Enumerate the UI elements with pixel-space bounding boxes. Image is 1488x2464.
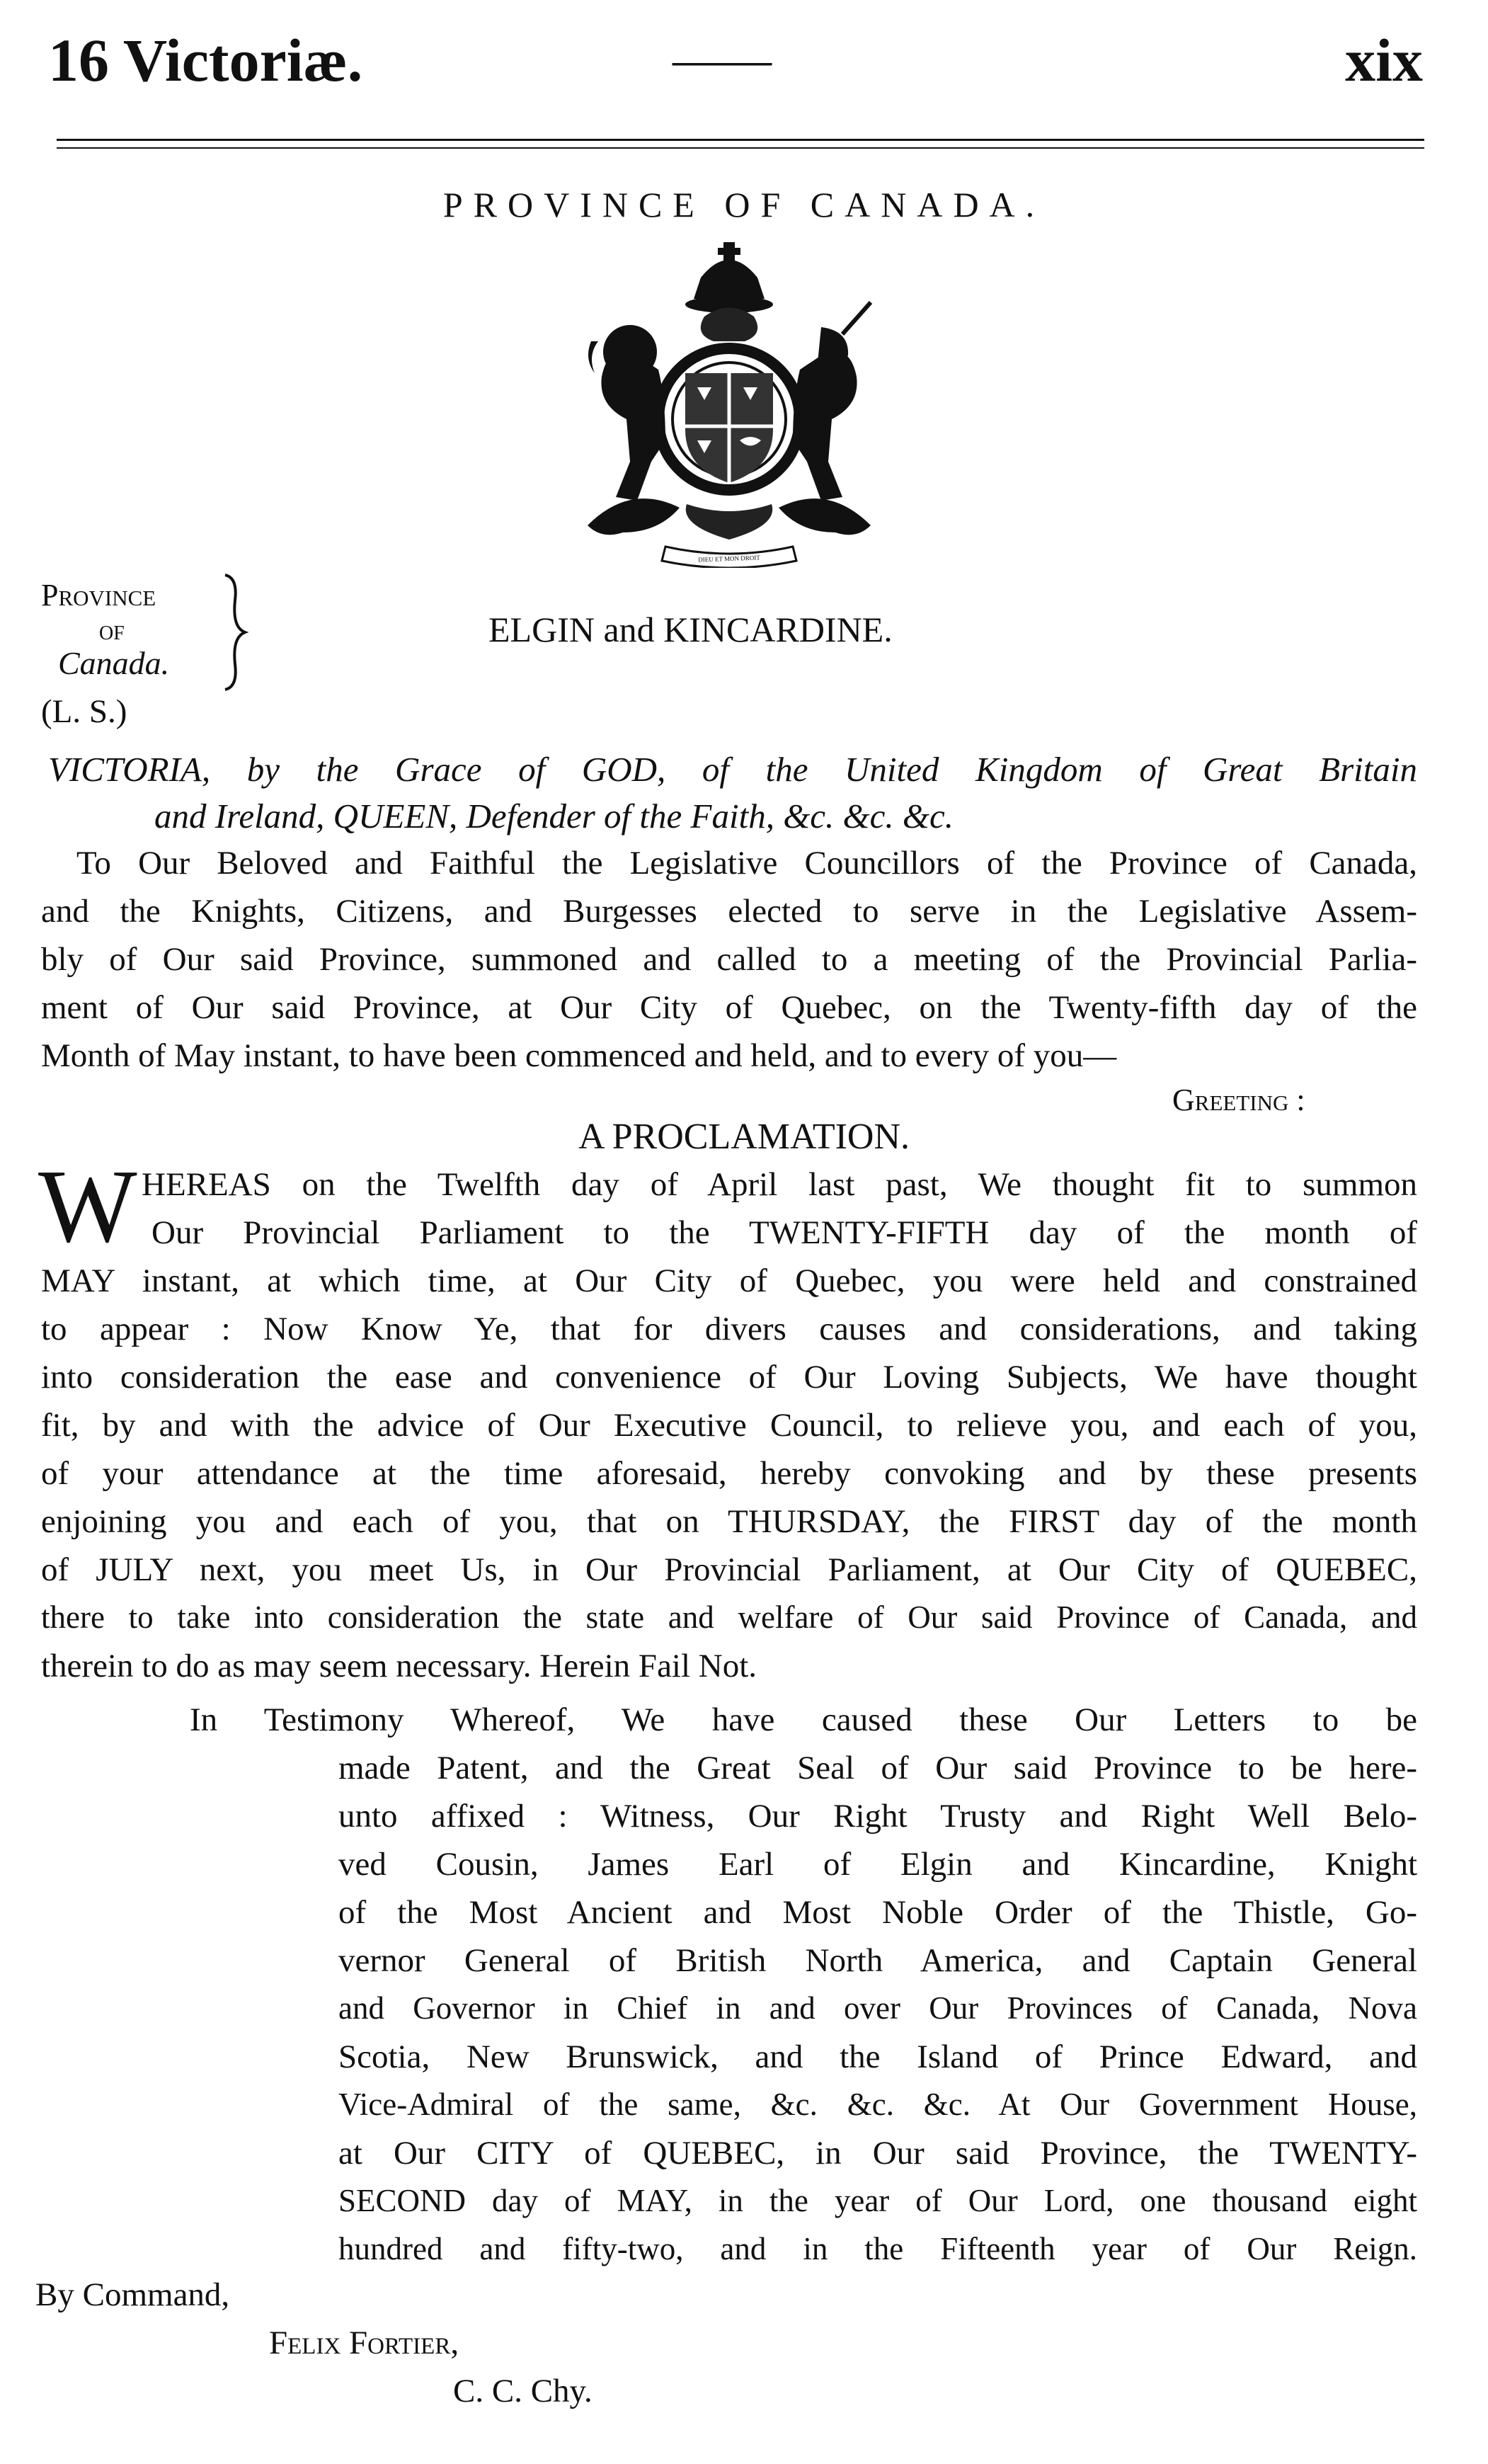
margin-note-province: Province bbox=[41, 578, 156, 612]
page-title: PROVINCE OF CANADA. bbox=[442, 185, 1046, 224]
proclamation-line-9: of JULY next, you meet Us, in Our Provincial Parliament, at Our City of QUEBEC, bbox=[41, 1551, 1417, 1588]
signer-name: Felix Fortier, bbox=[269, 2325, 459, 2361]
header-rule-top bbox=[57, 139, 1424, 141]
brace-icon bbox=[221, 572, 249, 692]
header-rule-bottom bbox=[57, 147, 1424, 149]
address-line-5: Month of May instant, to have been commenced and held, and to every of you— bbox=[41, 1037, 1117, 1074]
testimony-line-8: Scotia, New Brunswick, and the Island of Prince Edward, and bbox=[338, 2038, 1417, 2075]
proclamation-line-8: enjoining you and each of you, that on THURSDAY, the FIRST day of the month bbox=[41, 1503, 1417, 1540]
governor-signature: ELGIN and KINCARDINE. bbox=[488, 610, 893, 649]
testimony-line-7: and Governor in Chief in and over Our Provinces of Canada, Nova bbox=[338, 1990, 1417, 2026]
testimony-line-12: hundred and fifty-two, and in the Fifteenth year of Our Reign. bbox=[338, 2231, 1417, 2266]
proclamation-line-11: therein to do as may seem necessary. Herein Fail Not. bbox=[41, 1648, 757, 1684]
testimony-line-6: vernor General of British North America, and Captain General bbox=[338, 1942, 1417, 1979]
proclamation-line-7: of your attendance at the time aforesaid, hereby convoking and by these presents bbox=[41, 1455, 1417, 1492]
drop-cap: W bbox=[38, 1148, 137, 1265]
royal-coat-of-arms-icon bbox=[559, 228, 899, 568]
address-line-3: bly of Our said Province, summoned and called to a meeting of the Provincial Parlia- bbox=[41, 941, 1417, 978]
margin-note-of: of bbox=[99, 614, 125, 646]
testimony-line-3: unto affixed : Witness, Our Right Trusty and Right Well Belo- bbox=[338, 1798, 1417, 1835]
running-head-dash: —— bbox=[673, 33, 772, 87]
proclamation-line-1: HEREAS on the Twelfth day of April last past, We thought fit to summon bbox=[142, 1166, 1417, 1203]
proclamation-line-4: to appear : Now Know Ye, that for divers causes and considerations, and taking bbox=[41, 1311, 1417, 1347]
motto-scroll-text: DIEU ET MON DROIT bbox=[698, 554, 760, 564]
testimony-line-1: In Testimony Whereof, We have caused these Our Letters to be bbox=[190, 1701, 1417, 1738]
page-number: xix bbox=[1345, 26, 1423, 94]
running-head-session: 16 Victoriæ. bbox=[48, 26, 363, 94]
salutation-line-2: and Ireland, QUEEN, Defender of the Faith, &c. &c. &c. bbox=[154, 797, 954, 835]
address-line-1: To Our Beloved and Faithful the Legislative Councillors of the Province of Canada, bbox=[76, 845, 1417, 882]
testimony-line-4: ved Cousin, James Earl of Elgin and Kincardine, Knight bbox=[338, 1846, 1417, 1883]
testimony-line-5: of the Most Ancient and Most Noble Order of the Thistle, Go- bbox=[338, 1894, 1417, 1931]
by-command: By Command, bbox=[35, 2276, 230, 2313]
margin-note-canada: Canada. bbox=[58, 645, 170, 681]
seal-mark: (L. S.) bbox=[41, 693, 127, 730]
greeting: Greeting : bbox=[1172, 1083, 1305, 1117]
proclamation-line-5: into consideration the ease and convenience of Our Loving Subjects, We have thought bbox=[41, 1359, 1417, 1396]
testimony-line-11: SECOND day of MAY, in the year of Our Lord, one thousand eight bbox=[338, 2183, 1417, 2218]
proclamation-title: A PROCLAMATION. bbox=[578, 1117, 910, 1157]
address-line-4: ment of Our said Province, at Our City of Quebec, on the Twenty-fifth day of the bbox=[41, 989, 1417, 1026]
salutation-line-1: VICTORIA, by the Grace of GOD, of the United Kingdom of Great Britain bbox=[48, 750, 1417, 789]
proclamation-line-10: there to take into consideration the state and welfare of Our said Province of Canada, and bbox=[41, 1599, 1417, 1635]
testimony-line-10: at Our CITY of QUEBEC, in Our said Province, the TWENTY- bbox=[338, 2135, 1417, 2172]
proclamation-line-6: fit, by and with the advice of Our Executive Council, to relieve you, and each of you, bbox=[41, 1407, 1417, 1444]
proclamation-line-3: MAY instant, at which time, at Our City of Quebec, you were held and constrained bbox=[41, 1262, 1417, 1299]
signer-title: C. C. Chy. bbox=[453, 2373, 593, 2409]
testimony-line-9: Vice-Admiral of the same, &c. &c. &c. At Our Government House, bbox=[338, 2087, 1417, 2122]
address-line-2: and the Knights, Citizens, and Burgesses elected to serve in the Legislative Assem- bbox=[41, 893, 1417, 930]
proclamation-line-2: Our Provincial Parliament to the TWENTY-FIFTH day of the month of bbox=[151, 1214, 1417, 1251]
testimony-line-2: made Patent, and the Great Seal of Our said Province to be here- bbox=[338, 1750, 1417, 1786]
